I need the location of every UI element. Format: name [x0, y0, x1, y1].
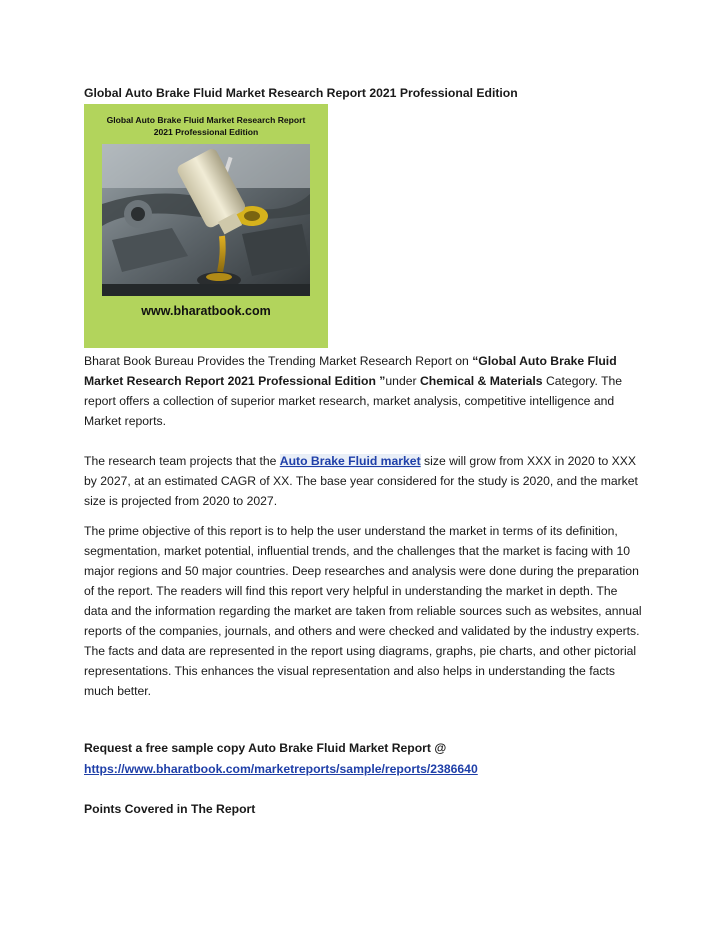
sample-request-label: Request a free sample copy Auto Brake Fluid Market Report @: [84, 741, 447, 755]
intro-text-3: Category. The report offers a collection of superior market research, market analysis, competitive intelligence and Market reports.: [84, 374, 623, 428]
intro-paragraph: [84, 351, 644, 431]
sample-request-link[interactable]: https://www.bharatbook.com/marketreports/sample/reports/2386640: [84, 762, 478, 776]
projection-text-2: size will grow from XXX in 2020 to XXX by 2027, at an estimated CAGR of XX. The base year considered for the study is 2020, and the market size is projected from 2020 to 2027.: [84, 454, 638, 508]
engine-photo: [102, 144, 310, 296]
points-heading: Points Covered in The Report: [84, 802, 256, 816]
sample-link-row: [84, 762, 478, 776]
market-link[interactable]: Auto Brake Fluid market: [279, 454, 421, 468]
cover-title-line1: Global Auto Brake Fluid Market Research Report: [106, 115, 306, 125]
projection-paragraph: [84, 451, 644, 511]
objective-paragraph: The prime objective of this report is to help the user understand the market in terms of its definition, segmentation, market potential, influential trends, and the challenges that the market is facing with 10 major regions and 50 major countries. Deep researches and analysis were done during the preparation of the report. The readers will find this report very helpful in understanding the market in depth. The data and the information regarding the market are taken from reliable sources such as websites, annual reports of the companies, journals, and others and were checked and validated by the industry experts. The facts and data are represented in the report using diagrams, graphs, pie charts, and other pictorial representations. This enhances the visual representation and also helps in understanding the facts much better.: [84, 524, 642, 698]
cover-url: www.bharatbook.com: [141, 304, 271, 318]
cover-title-line2: 2021 Professional Edition: [153, 127, 259, 137]
projection-text-1: The research team projects that the: [84, 454, 280, 468]
cover-image: [84, 104, 328, 348]
engine-oil-pour-illustration: [102, 144, 310, 296]
category-name: Chemical & Materials: [419, 374, 543, 388]
intro-text-1: Bharat Book Bureau Provides the Trending Market Research Report on: [84, 354, 473, 368]
document-title: Global Auto Brake Fluid Market Research Report 2021 Professional Edition: [84, 86, 518, 100]
report-name: “Global Auto Brake Fluid Market Research Report 2021 Professional Edition ”: [84, 354, 617, 388]
cover-title: [84, 114, 328, 138]
intro-text-2: under: [385, 374, 420, 388]
